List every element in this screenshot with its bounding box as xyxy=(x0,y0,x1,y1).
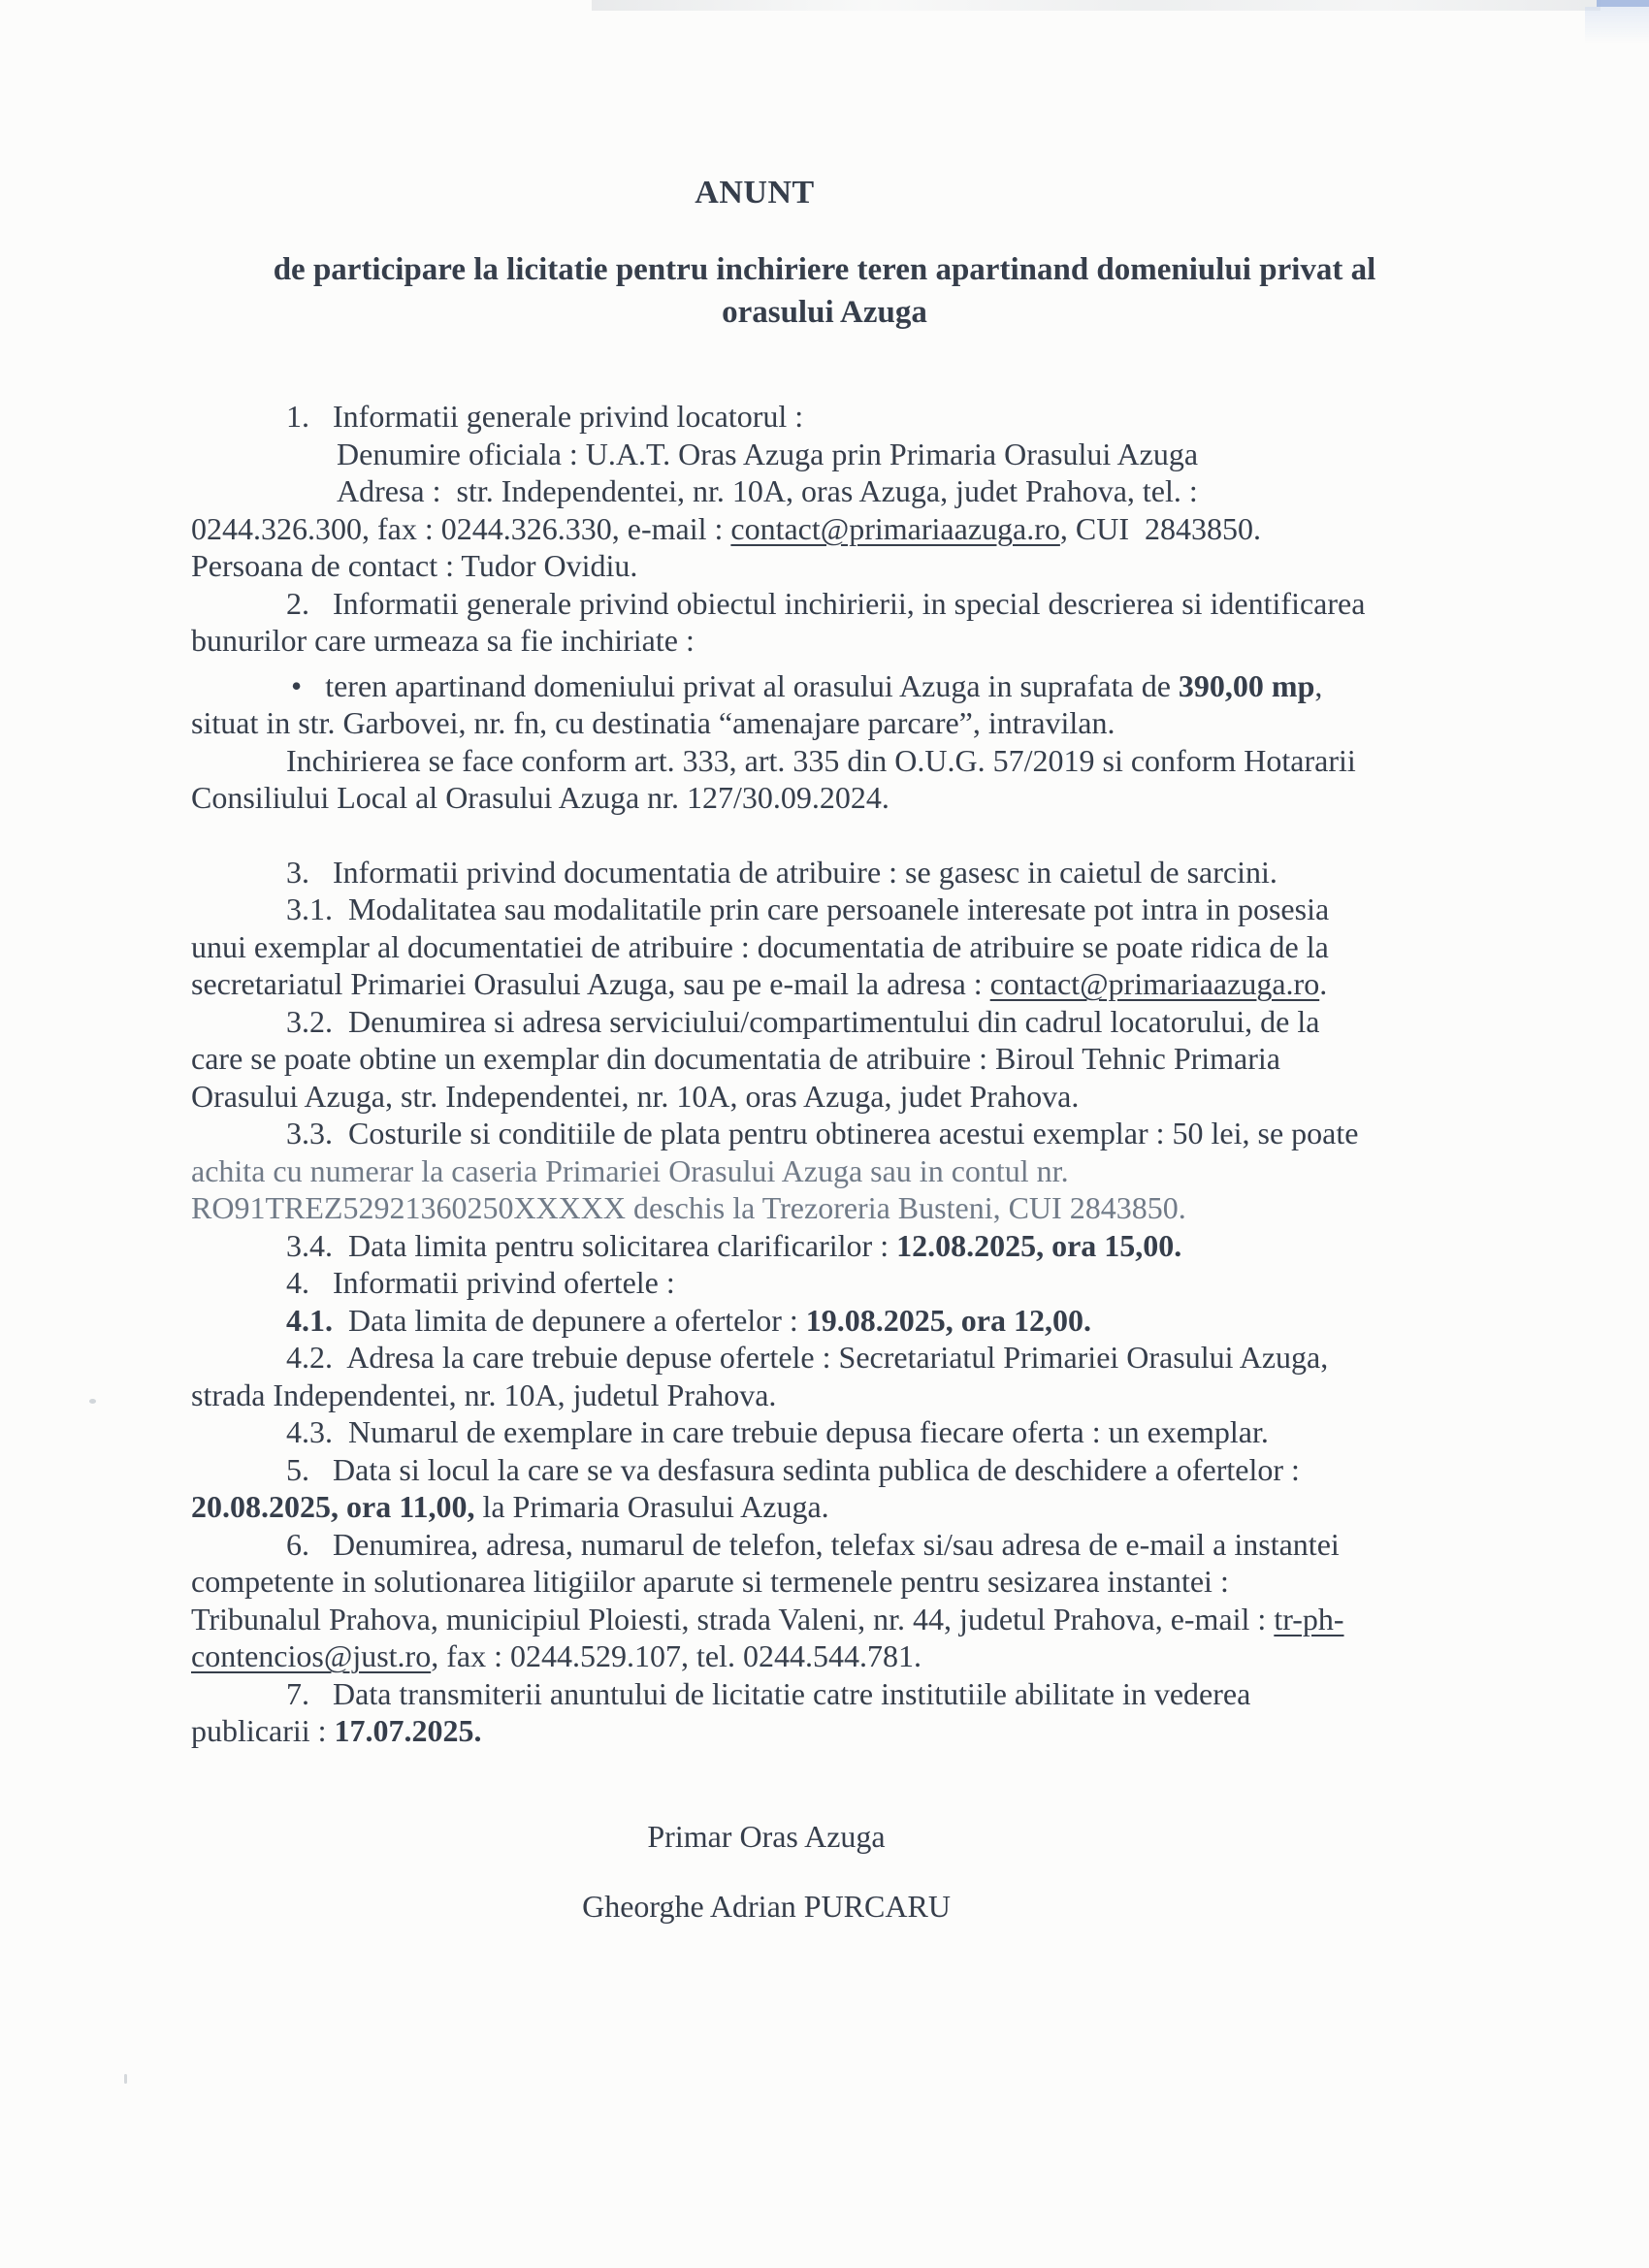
email-text: tr-ph- xyxy=(1274,1601,1344,1636)
text-line: secretariatul Primariei Orasului Azuga, sau pe e-mail la adresa : contact@primariaazuga.ro. xyxy=(191,966,1328,1001)
text-line: Persoana de contact : Tudor Ovidiu. xyxy=(191,548,638,583)
text-line: 20.08.2025, ora 11,00, la Primaria Orasului Azuga. xyxy=(191,1489,829,1524)
text-line: Consiliului Local al Orasului Azuga nr. 127/30.09.2024. xyxy=(191,780,889,815)
text-line: Orasului Azuga, str. Independentei, nr. 10A, oras Azuga, judet Prahova. xyxy=(191,1078,1080,1114)
text-line: 4.2. Adresa la care trebuie depuse ofertele : Secretariatul Primariei Orasului Azuga, xyxy=(286,1340,1329,1375)
text-line: 3.4. Data limita pentru solicitarea clarificarilor : 12.08.2025, ora 15,00. xyxy=(286,1227,1182,1263)
email-text: contact@primariaazuga.ro xyxy=(730,510,1060,546)
text-line: RO91TREZ52921360250XXXXX deschis la Trezoreria Busteni, CUI 2843850. xyxy=(191,1190,1186,1225)
email-text: contact@primariaazuga.ro xyxy=(989,966,1320,1001)
scan-artifact-dot xyxy=(89,1399,96,1404)
signature-name: Gheorghe Adrian PURCARU xyxy=(582,1889,951,1924)
document-title: ANUNT xyxy=(695,175,815,211)
text-line: 4. Informatii privind ofertele : xyxy=(286,1265,675,1300)
text-line: Adresa : str. Independentei, nr. 10A, oras Azuga, judet Prahova, tel. : xyxy=(337,473,1198,508)
document-subtitle-line: de participare la licitatie pentru inchiriere teren apartinand domeniului privat al xyxy=(273,252,1376,287)
text-line: 6. Denumirea, adresa, numarul de telefon, telefax si/sau adresa de e-mail a instantei xyxy=(286,1526,1340,1562)
text-line: 4.1. Data limita de depunere a ofertelor : 19.08.2025, ora 12,00. xyxy=(286,1302,1091,1338)
scan-artifact-top-noise xyxy=(592,0,1600,11)
document-subtitle-line: orasului Azuga xyxy=(722,295,927,330)
text-line: Tribunalul Prahova, municipiul Ploiesti, strada Valeni, nr. 44, judetul Prahova, e-mail : tr-ph- xyxy=(191,1601,1344,1636)
text-line: 0244.326.300, fax : 0244.326.330, e-mail : contact@primariaazuga.ro, CUI 2843850. xyxy=(191,510,1261,546)
text-line: competente in solutionarea litigiilor aparute si termenele pentru sesizarea instantei : xyxy=(191,1564,1229,1599)
text-line: 2. Informatii generale privind obiectul inchirierii, in special descrierea si identificarea xyxy=(286,585,1366,621)
text-line: 3. Informatii privind documentatia de atribuire : se gasesc in caietul de sarcini. xyxy=(286,854,1277,890)
text-line: situat in str. Garbovei, nr. fn, cu destinatia “amenajare parcare”, intravilan. xyxy=(191,705,1116,740)
document-body xyxy=(191,398,1649,1750)
text-line: 7. Data transmiterii anuntului de licitatie catre institutiile abilitate in vederea xyxy=(286,1675,1251,1711)
text-line: unui exemplar al documentatiei de atribuire : documentatia de atribuire se poate ridica de la xyxy=(191,928,1329,964)
document-subtitle xyxy=(0,248,1649,334)
text-line: • teren apartinand domeniului privat al orasului Azuga in suprafata de 390,00 mp, xyxy=(291,667,1323,703)
text-line: 5. Data si locul la care se va desfasura sedinta publica de deschidere a ofertelor : xyxy=(286,1451,1300,1487)
text-line: care se poate obtine un exemplar din documentatia de atribuire : Biroul Tehnic Primaria xyxy=(191,1041,1280,1076)
text-line: publicarii : 17.07.2025. xyxy=(191,1713,482,1748)
scan-artifact-blue-strip xyxy=(1597,0,1649,7)
text-line: bunurilor care urmeaza sa fie inchiriate : xyxy=(191,623,695,658)
text-line: Inchirierea se face conform art. 333, art. 335 din O.U.G. 57/2019 si conform Hotararii xyxy=(286,742,1356,778)
text-line: strada Independentei, nr. 10A, judetul Prahova. xyxy=(191,1377,777,1412)
text-line: 3.3. Costurile si conditiile de plata pentru obtinerea acestui exemplar : 50 lei, se poate xyxy=(286,1116,1359,1150)
text-line: Denumire oficiala : U.A.T. Oras Azuga prin Primaria Orasului Azuga xyxy=(337,436,1199,471)
text-line: contencios@just.ro, fax : 0244.529.107, tel. 0244.544.781. xyxy=(191,1638,922,1673)
text-line: 4.3. Numarul de exemplare in care trebuie depusa fiecare oferta : un exemplar. xyxy=(286,1414,1269,1449)
signature-role: Primar Oras Azuga xyxy=(647,1818,886,1854)
scan-artifact-speck xyxy=(124,2074,127,2084)
email-text: contencios@just.ro xyxy=(191,1638,432,1673)
text-line: 3.2. Denumirea si adresa serviciului/compartimentului din cadrul locatorului, de la xyxy=(286,1003,1320,1039)
text-line: 3.1. Modalitatea sau modalitatile prin care persoanele interesate pot intra in posesia xyxy=(286,891,1330,926)
signature-block xyxy=(0,1818,1533,1926)
text-line: achita cu numerar la caseria Primariei Orasului Azuga sau in contul nr. xyxy=(191,1152,1069,1188)
text-line: 1. Informatii generale privind locatorul : xyxy=(286,399,804,434)
